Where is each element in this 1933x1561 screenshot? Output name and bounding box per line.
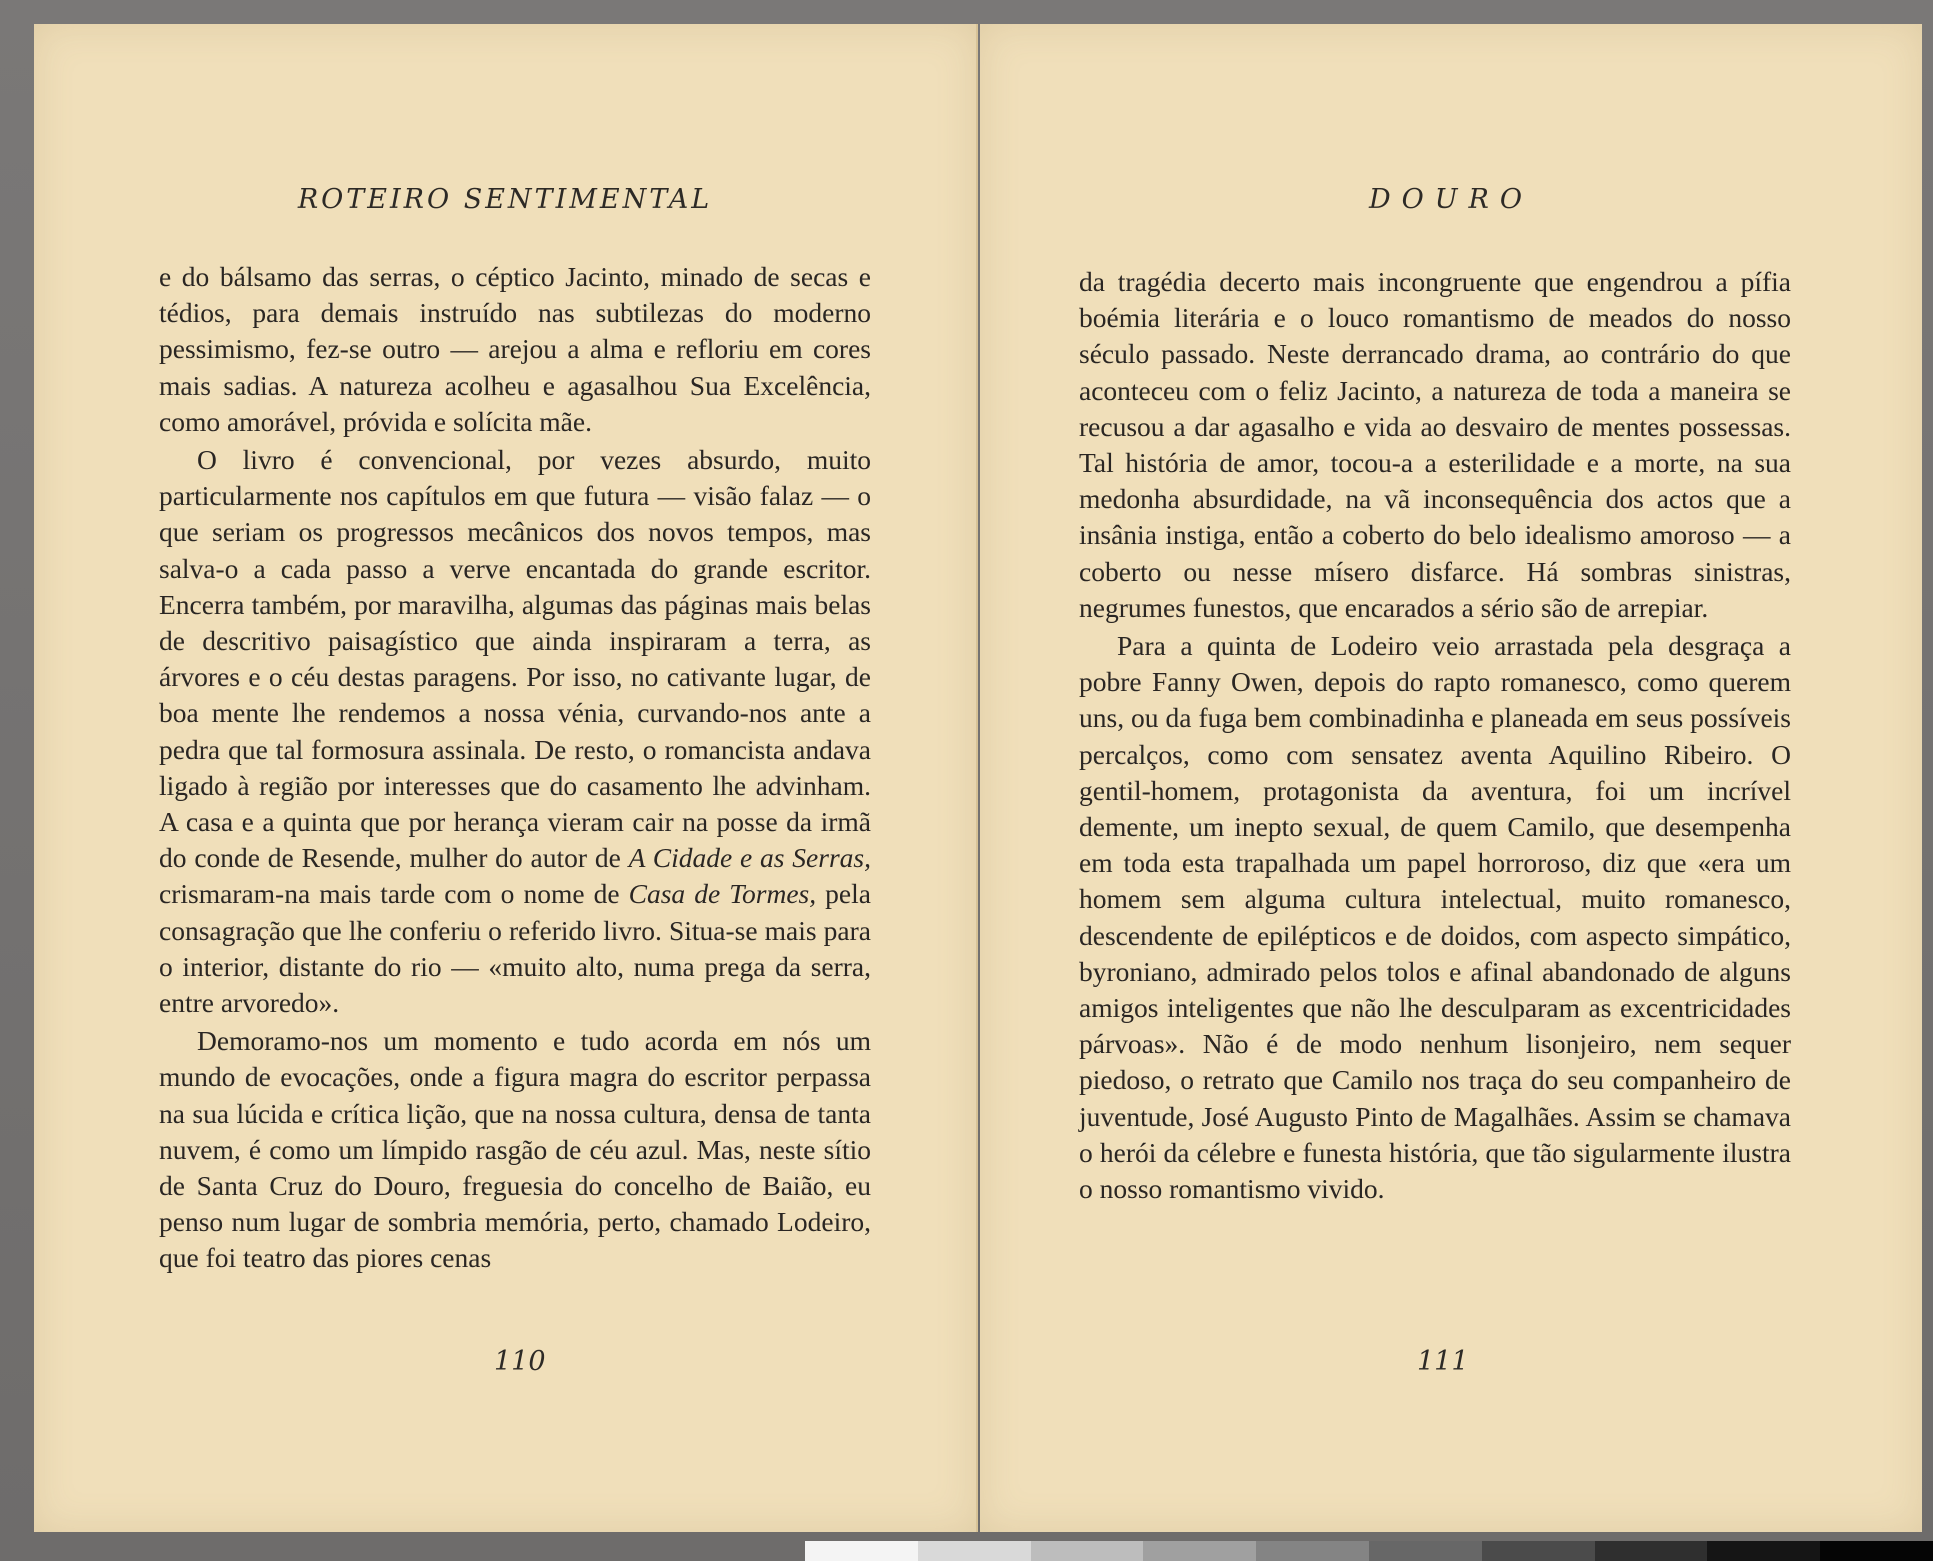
paragraph — [159, 1023, 871, 1276]
page-number-right: 111 — [1417, 1346, 1469, 1377]
paragraph-text: crismaram-na mais tarde com o nome de — [159, 878, 629, 910]
book-title-italic: Casa de Tormes, — [628, 878, 817, 910]
running-head-right: DOURO — [1368, 184, 1533, 215]
paragraph-text: e do bálsamo das serras, o céptico Jacinto, minado de secas e tédios, para demais instruído nas subtilezas do moderno pessimismo, fez-se outro — arejou a alma e refloriu em cores mais sadias. A natureza acolheu e agasalhou Sua Excelência, como amorável, próvida e solícita mãe. — [159, 261, 871, 437]
left-page — [34, 24, 978, 1532]
paragraph — [159, 442, 871, 1021]
page-number-left: 110 — [494, 1346, 546, 1377]
paragraph-text: pela consagração que lhe conferiu o referido livro. Situa-se mais para o interior, distante do rio — «muito alto, numa prega da serra, entre arvoredo». — [159, 878, 871, 1019]
book-title-italic: A Cidade e as Serras, — [628, 842, 871, 874]
color-scale-bar — [805, 1541, 1933, 1561]
paragraph-text: Demoramo-nos um momento e tudo acorda em nós um mundo de evocações, onde a figura magra do escritor perpassa na sua lúcida e crítica lição, que na nossa cultura, densa de tanta nuvem, é como um límpido rasgão de céu azul. Mas, neste sítio de Santa Cruz do Douro, freguesia do concelho de Baião, eu penso num lugar de sombria memória, perto, chamado Lodeiro, que foi teatro das piores cenas — [159, 1025, 871, 1274]
paragraph-text: O livro é convencional, por vezes absurdo, muito particularmente nos capítulos em que futura — visão falaz — o que seriam os progressos mecânicos dos novos tempos, mas salva-o a cada passo a verve encantada do grande escritor. Encerra também, por maravilha, algumas das páginas mais belas de descritivo paisagístico que ainda inspiraram a terra, as árvores e o céu destas paragens. Por isso, no cativante lugar, de boa mente lhe rendemos a nossa vénia, curvando-nos ante a pedra que tal formosura assinala. De resto, o romancista andava ligado à região por interesses que do casamento lhe advinham. A casa e a quinta que por herança vieram cair na posse da irmã do conde de Resende, mulher do autor de — [159, 444, 871, 874]
left-page-body — [159, 259, 871, 1277]
right-page-body — [1079, 264, 1791, 1207]
paragraph — [159, 259, 871, 440]
paragraph: Para a quinta de Lodeiro veio arrastada pela desgraça a pobre Fanny Owen, depois do rapto romanesco, como querem uns, ou da fuga bem combinadinha e planeada em seus possíveis percalços, como com sensatez aventa Aquilino Ribeiro. O gentil-homem, protagonista da aventura, foi um incrível demente, um inepto sexual, de quem Camilo, que desempenha em toda esta trapalhada um papel horroroso, diz que «era um homem sem alguma cultura intelectual, muito romanesco, descendente de epilépticos e de doidos, com aspecto simpático, byroniano, admirado pelos tolos e afinal abandonado de alguns amigos inteligentes que não lhe desculparam as excentricidades párvoas». Não é de modo nenhum lisonjeiro, nem sequer piedoso, o retrato que Camilo nos traça do seu companheiro de juventude, José Augusto Pinto de Magalhães. Assim se chamava o herói da célebre e funesta história, que tão sigularmente ilustra o nosso romantismo vivido. — [1079, 630, 1791, 1205]
right-page — [980, 24, 1922, 1532]
paragraph: da tragédia decerto mais incongruente que engendrou a pífia boémia literária e o louco romantismo de meados do nosso século passado. Neste derrancado drama, ao contrário do que aconteceu com o feliz Jacinto, a natureza de toda a maneira se recusou a dar agasalho e vida ao desvairo de mentes possessas. Tal história de amor, tocou-a a esterilidade e a morte, na sua medonha absurdidade, na vã inconsequência dos actos que a insânia instiga, então a coberto do belo idealismo amoroso — a coberto ou nesse mísero disfarce. Há sombras sinistras, negrumes funestos, que encarados a sério são de arrepiar. — [1079, 266, 1791, 623]
running-head-left: ROTEIRO SENTIMENTAL — [297, 184, 713, 215]
